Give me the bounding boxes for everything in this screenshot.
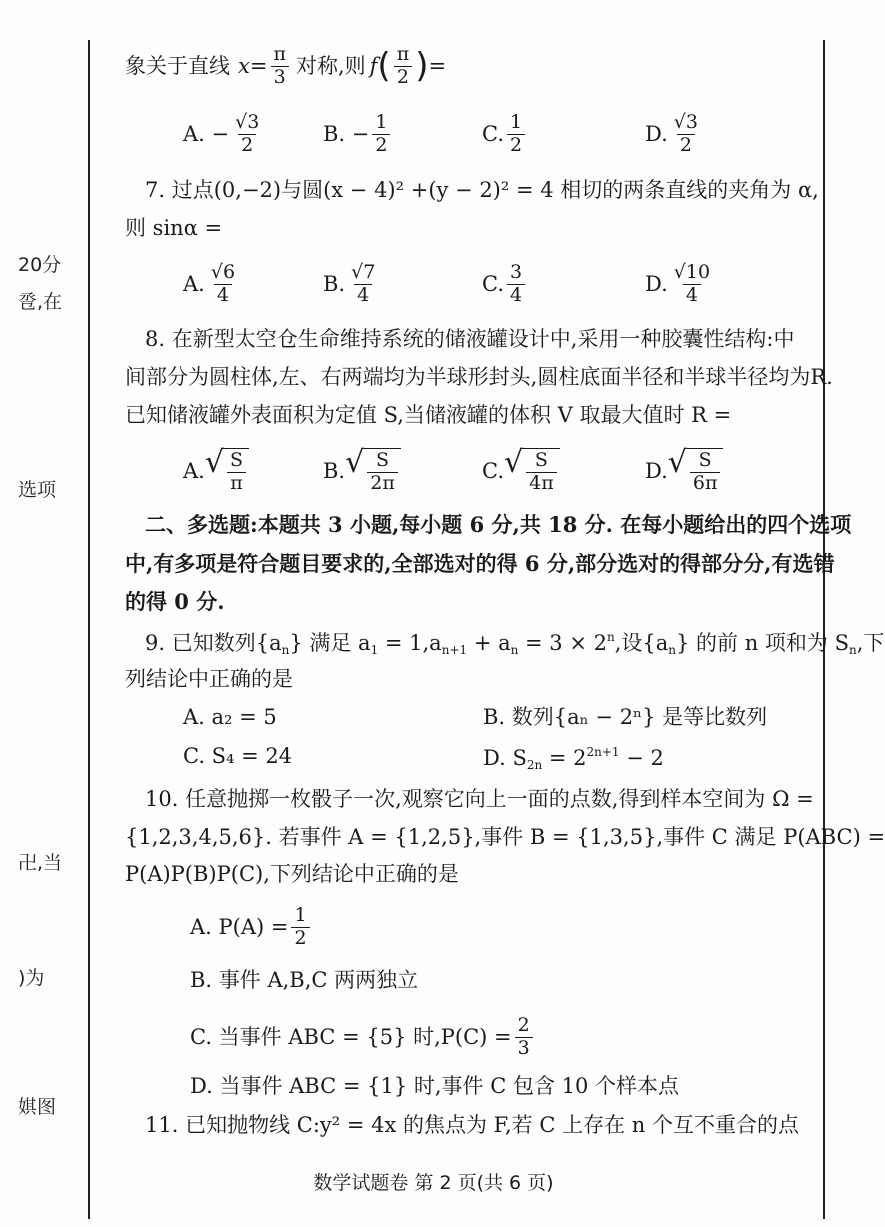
margin-fragment: 20分 — [18, 254, 62, 276]
denominator: 2 — [291, 927, 309, 950]
q6-fraction — [270, 44, 289, 89]
numerator: √3 — [673, 111, 698, 133]
right-margin-line — [823, 40, 825, 1219]
fraction — [227, 450, 246, 495]
q8-option-a — [183, 445, 249, 495]
q10-line-3: P(A)P(B)P(C),下列结论中正确的是 — [125, 862, 459, 886]
q7-line-1: 7. 过点(0,−2)与圆(x − 4)² +(y − 2)² = 4 相切的两条直线的夹角为 α, — [145, 178, 819, 202]
numerator: √7 — [351, 261, 376, 283]
fraction — [372, 112, 390, 157]
text: ,下 — [856, 631, 885, 655]
section-heading-line-3: 的得 0 分. — [125, 589, 225, 614]
q6-eq: = — [249, 53, 268, 78]
numerator: 1 — [510, 111, 523, 133]
q7-option-b — [323, 262, 381, 307]
text: } 满足 a — [289, 631, 371, 655]
q6-option-b — [323, 112, 393, 157]
radical-sign: √ — [204, 445, 224, 480]
option-label: B. — [323, 458, 346, 483]
text: − 2 — [619, 746, 664, 770]
option-label: B. − — [323, 121, 370, 146]
q8-line-1: 8. 在新型太空仓生命维持系统的储液罐设计中,采用一种胶囊性结构:中 — [145, 327, 795, 351]
margin-fragment: 娸图 — [18, 1096, 57, 1118]
q10-option-c — [190, 1015, 536, 1060]
q10-line-1: 10. 任意抛掷一枚骰子一次,观察它向上一面的点数,得到样本空间为 Ω = — [145, 787, 814, 811]
option-label: A. − — [183, 121, 230, 146]
denominator: 2 — [677, 134, 695, 157]
numerator: π — [396, 43, 410, 65]
q6-text: 对称,则 — [295, 53, 366, 78]
numerator: √3 — [235, 111, 260, 133]
numerator: 1 — [375, 111, 388, 133]
q6-var-x: x — [238, 53, 250, 78]
q7-option-a — [183, 262, 241, 307]
option-label: A. — [183, 458, 205, 483]
q9-option-d — [483, 746, 664, 771]
q8-line-3: 已知储液罐外表面积为定值 S,当储液罐的体积 V 取最大值时 R = — [125, 403, 732, 427]
margin-fragment: )为 — [18, 967, 45, 989]
numerator: √6 — [210, 261, 236, 283]
subscript: 1 — [370, 643, 379, 657]
sqrt — [204, 445, 249, 495]
subscript: n — [281, 643, 290, 657]
q6-option-c — [482, 112, 528, 157]
option-label: D. — [645, 458, 668, 483]
superscript: 2n+1 — [586, 745, 620, 759]
numerator: S — [376, 449, 390, 471]
sqrt — [504, 445, 560, 495]
q6-func-f: f — [369, 53, 378, 78]
right-paren: ) — [415, 46, 429, 87]
subscript: n — [668, 643, 676, 657]
q10-option-b: B. 事件 A,B,C 两两独立 — [190, 968, 419, 992]
q10-option-d: D. 当事件 ABC = {1} 时,事件 C 包含 10 个样本点 — [190, 1074, 680, 1098]
numerator: 3 — [510, 261, 523, 283]
denominator: 2 — [238, 134, 256, 157]
q7-option-d — [645, 262, 716, 307]
numerator: S — [698, 449, 712, 471]
numerator: S — [229, 449, 243, 471]
text: D. S — [483, 746, 527, 770]
subscript: n — [848, 643, 857, 657]
q6-option-a — [183, 112, 265, 157]
section-heading-line-1: 二、多选题:本题共 3 小题,每小题 6 分,共 18 分. 在每小题给出的四个选项 — [145, 512, 852, 537]
superscript: n — [606, 630, 615, 644]
q7-option-c — [482, 262, 528, 307]
q8-option-c — [482, 445, 560, 495]
margin-fragment: 选项 — [18, 479, 57, 501]
option-label: C. — [482, 271, 504, 296]
sqrt — [345, 445, 401, 495]
text: 9. 已知数列{a — [145, 631, 282, 655]
denominator: 3 — [515, 1037, 533, 1060]
denominator: 4 — [507, 284, 525, 307]
text: = 1,a — [378, 631, 442, 655]
fraction — [367, 450, 398, 495]
q8-line-2: 间部分为圆柱体,左、右两端均为半球形封头,圆柱底面半径和半球半径均为R. — [125, 365, 833, 389]
fraction — [671, 112, 701, 157]
fraction — [291, 905, 309, 950]
q10-line-2: {1,2,3,4,5,6}. 若事件 A = {1,2,5},事件 B = {1,3,5},事件 C 满足 P(ABC) = — [125, 825, 885, 849]
denominator: 2 — [507, 134, 525, 157]
fraction — [208, 262, 238, 307]
fraction — [690, 450, 721, 495]
fraction — [232, 112, 262, 157]
option-label: C. 当事件 ABC = {5} 时,P(C) = — [190, 1024, 512, 1049]
subscript: 2n — [526, 758, 543, 772]
fraction — [348, 262, 378, 307]
denominator: 2 — [372, 134, 390, 157]
q9-option-b: B. 数列{aₙ − 2ⁿ} 是等比数列 — [483, 705, 768, 729]
denominator: 4 — [683, 284, 701, 307]
q6-tail: = — [428, 53, 447, 78]
denominator: 6π — [690, 472, 721, 495]
text: } 的前 n 项和为 S — [676, 631, 849, 655]
text: = 2 — [542, 746, 587, 770]
option-label: C. — [482, 121, 504, 146]
text: = 3 × 2 — [518, 631, 607, 655]
numerator: S — [534, 449, 548, 471]
radical-sign: √ — [345, 445, 365, 480]
denominator: 4π — [526, 472, 557, 495]
q9-line-1 — [145, 631, 884, 656]
radical-sign: √ — [667, 445, 687, 480]
q7-line-2: 则 sinα = — [125, 216, 223, 240]
option-label: C. — [482, 458, 504, 483]
text: ,设{a — [614, 631, 669, 655]
numerator: π — [273, 43, 286, 65]
denominator: 2 — [394, 66, 412, 89]
q9-option-a: A. a₂ = 5 — [183, 705, 277, 729]
q11-line-1: 11. 已知抛物线 C:y² = 4x 的焦点为 F,若 C 上存在 n 个互不重合的点 — [145, 1113, 799, 1137]
fraction — [507, 262, 525, 307]
fraction — [515, 1015, 533, 1060]
fraction — [671, 262, 713, 307]
q6-option-d — [645, 112, 704, 157]
section-heading-line-2: 中,有多项是符合题目要求的,全部选对的得 6 分,部分选对的得部分分,有选错 — [125, 551, 835, 576]
left-paren: ( — [377, 46, 391, 87]
option-label: A. P(A) = — [190, 914, 289, 939]
q8-option-b — [323, 445, 401, 495]
subscript: n+1 — [441, 643, 468, 657]
q9-option-c: C. S₄ = 24 — [183, 744, 293, 768]
left-margin-line — [88, 40, 90, 1219]
option-label: D. — [645, 121, 668, 146]
radical-sign: √ — [504, 445, 524, 480]
denominator: π — [227, 472, 246, 495]
numerator: √10 — [673, 261, 711, 283]
fraction — [526, 450, 557, 495]
page-footer: 数学试题卷 第 2 页(共 6 页) — [313, 1172, 554, 1194]
numerator: 1 — [294, 904, 307, 926]
q8-option-d — [645, 445, 723, 495]
option-label: A. — [183, 271, 205, 296]
denominator: 4 — [214, 284, 232, 307]
margin-fragment: 卺,在 — [18, 291, 63, 313]
q6-stem-line — [125, 44, 446, 89]
q9-line-2: 列结论中正确的是 — [125, 667, 293, 691]
q6-text: 象关于直线 — [125, 53, 230, 78]
q6-arg-fraction — [394, 44, 413, 89]
denominator: 2π — [367, 472, 398, 495]
denominator: 3 — [271, 66, 289, 89]
text: + a — [467, 631, 511, 655]
margin-fragment: 卍,当 — [18, 852, 63, 874]
sqrt — [667, 445, 724, 495]
fraction — [507, 112, 525, 157]
denominator: 4 — [354, 284, 372, 307]
numerator: 2 — [517, 1014, 530, 1036]
q10-option-a — [190, 905, 313, 950]
subscript: n — [510, 643, 519, 657]
option-label: B. — [323, 271, 346, 296]
option-label: D. — [645, 271, 668, 296]
